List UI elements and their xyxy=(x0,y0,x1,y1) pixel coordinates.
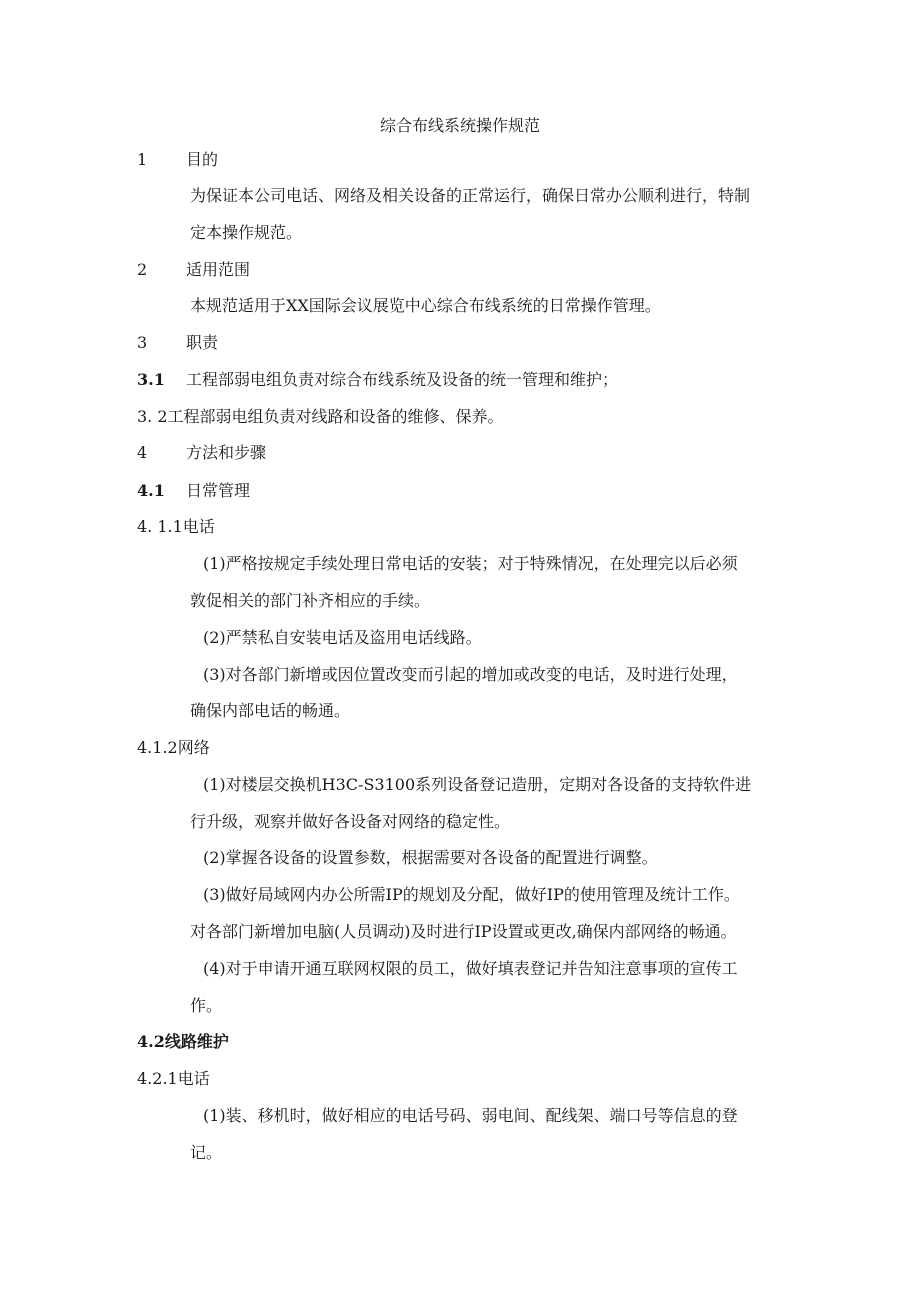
maintenance-item-1-line-1: (1)装、移机时，做好相应的电话号码、弱电间、配线架、端口号等信息的登 xyxy=(203,1106,738,1125)
network-item-1-line-2: 行升级，观察并做好各设备对网络的稳定性。 xyxy=(190,812,511,831)
phone-item-1-line-2: 敦促相关的部门补齐相应的手续。 xyxy=(190,591,431,610)
section-2-heading: 适用范围 xyxy=(186,260,251,279)
phone-item-3-line-2: 确保内部电话的畅通。 xyxy=(190,701,351,720)
section-1-heading: 目的 xyxy=(186,150,219,169)
network-item-1-line-1: (1)对楼层交换机H3C-S3100系列设备登记造册，定期对各设备的支持软件进 xyxy=(203,775,752,794)
section-1-paragraph-line-2: 定本操作规范。 xyxy=(190,223,303,242)
section-4-2-1-heading: 4.2.1电话 xyxy=(137,1069,210,1088)
section-4-1-number: 4.1 xyxy=(137,481,165,500)
section-4-1-2-heading: 4.1.2网络 xyxy=(137,738,210,757)
section-3-2-text: 3. 2工程部弱电组负责对线路和设备的维修、保养。 xyxy=(137,407,504,426)
network-item-3-line-2: 对各部门新增加电脑(人员调动)及时进行IP设置或更改,确保内部网络的畅通。 xyxy=(190,922,737,941)
section-3-number: 3 xyxy=(137,333,148,352)
section-4-2-heading: 4.2线路维护 xyxy=(137,1032,229,1051)
section-4-number: 4 xyxy=(137,443,148,462)
section-3-1-text: 工程部弱电组负责对综合布线系统及设备的统一管理和维护； xyxy=(186,370,619,389)
network-item-3-line-1: (3)做好局域网内办公所需IP的规划及分配，做好IP的使用管理及统计工作。 xyxy=(203,885,740,904)
section-3-1-number: 3.1 xyxy=(137,370,165,389)
network-item-4-line-2: 作。 xyxy=(190,996,223,1015)
phone-item-3-line-1: (3)对各部门新增或因位置改变而引起的增加或改变的电话，及时进行处理， xyxy=(203,665,738,684)
section-1-paragraph-line-1: 为保证本公司电话、网络及相关设备的正常运行，确保日常办公顺利进行，特制 xyxy=(190,186,751,205)
section-2-paragraph: 本规范适用于XX国际会议展览中心综合布线系统的日常操作管理。 xyxy=(190,296,661,315)
section-4-1-heading: 日常管理 xyxy=(186,481,251,500)
section-1-number: 1 xyxy=(137,150,148,169)
section-2-number: 2 xyxy=(137,260,148,279)
network-item-2: (2)掌握各设备的设置参数，根据需要对各设备的配置进行调整。 xyxy=(203,848,658,867)
network-item-4-line-1: (4)对于申请开通互联网权限的员工，做好填表登记并告知注意事项的宣传工 xyxy=(203,959,738,978)
section-3-heading: 职责 xyxy=(186,333,219,352)
phone-item-1-line-1: (1)严格按规定手续处理日常电话的安装；对于特殊情况，在处理完以后必须 xyxy=(203,554,738,573)
maintenance-item-1-line-2: 记。 xyxy=(190,1143,223,1162)
section-4-1-1-heading: 4. 1.1电话 xyxy=(137,517,215,536)
section-4-heading: 方法和步骤 xyxy=(186,443,267,462)
phone-item-2: (2)严禁私自安装电话及盗用电话线路。 xyxy=(203,628,482,647)
document-title: 综合布线系统操作规范 xyxy=(379,116,540,135)
